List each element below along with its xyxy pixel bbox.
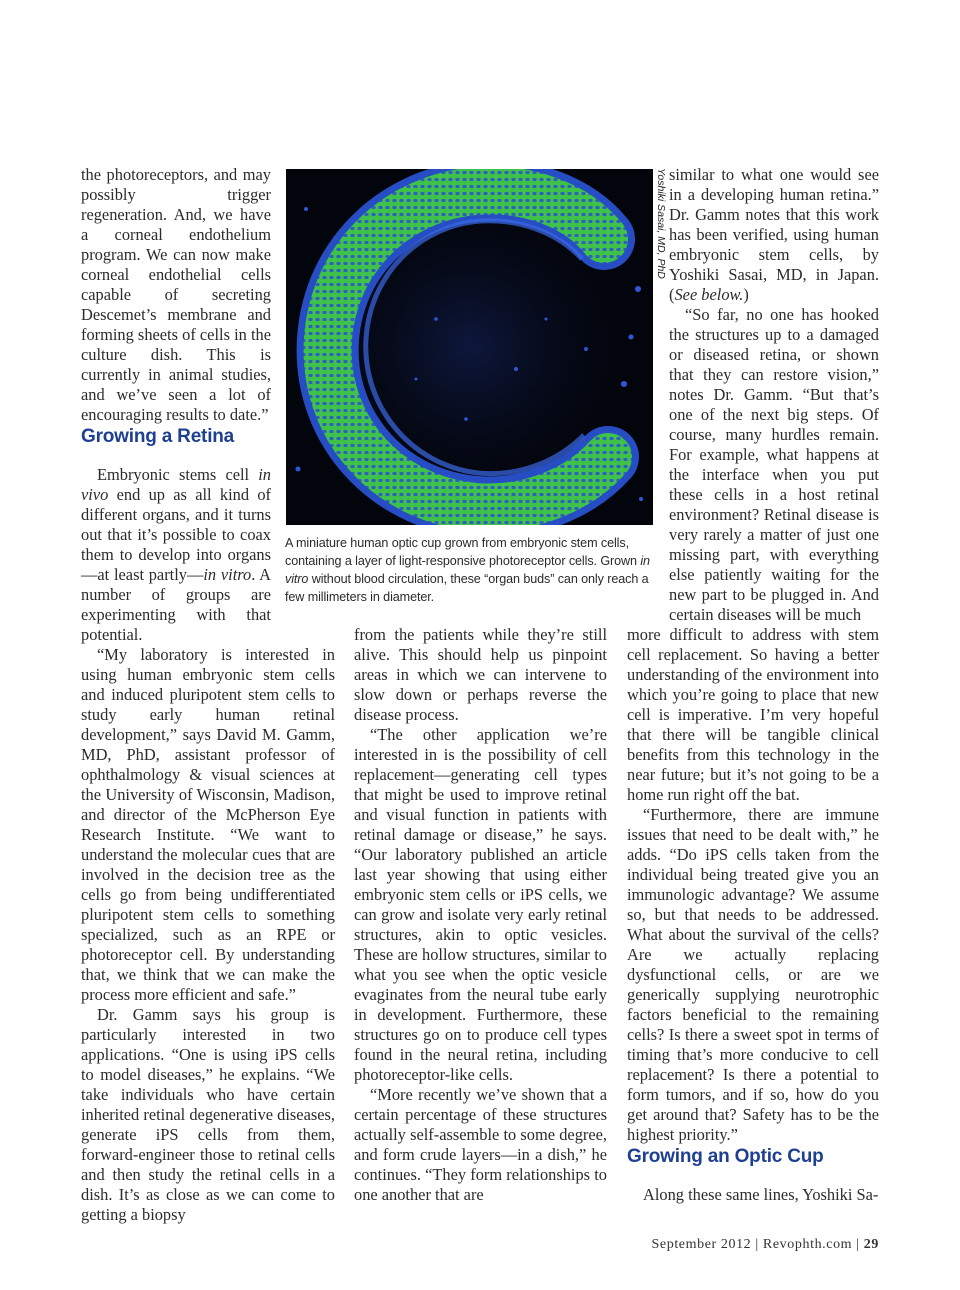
optic-cup-image (286, 169, 653, 525)
optic-cup-micrograph (286, 169, 653, 525)
column-3-end (627, 1185, 879, 1205)
heading-growing-retina: Growing a Retina (81, 426, 235, 447)
paragraph-embryonic: Embryonic stems cell in vivo end up as all kind of different organs, and it turns out that it’s possible to coax them to develop into organs—at least partly—in vitro. A number of groups are experimenting with that potential. (81, 465, 271, 644)
footer-site: Revophth.com (762, 1237, 853, 1252)
column-3-top (669, 165, 879, 625)
paragraph-so-far: “So far, no one has hooked the structures up to a damaged or diseased retina, or shown that they can restore vision,” notes Dr. Gamm. “But that’s one of the next big steps. Of course, many hurdles remain. For example, what happens at the interface when you put these cells in a host retinal environment? Retinal disease is very rarely a matter of just one missing part, with everything else patiently waiting for the new part to be plugged in. And certain diseases will be much (669, 305, 879, 624)
photo-credit: Yoshiki Sasai, MD, PhD (655, 168, 667, 279)
figure-caption: A miniature human optic cup grown from embryonic stem cells, containing a layer of light-responsive photoreceptor cells. Grown in vitro without blood circulation, these “organ buds” can only reach a few millimeters in diameter. (285, 536, 650, 604)
paragraph-continued: the photoreceptors, and may possibly trigger regeneration. And, we have a corneal endothelium program. We can now make corneal endothelial cells capable of secreting Descemet’s membrane and forming sheets of cells in the culture dish. This is currently in animal studies, and we’ve seen a lot of encouraging results to date.” (81, 165, 271, 424)
column-3-lower (627, 625, 879, 1145)
paragraph-immune: “Furthermore, there are immune issues that need to be dealt with,” he adds. “Do iPS cells taken from the individual being treated give you an immunologic advantage? We assume so, but that needs to be addressed. What about the survival of the cells? Are we actually replacing dysfunctional cells, or are we generically supplying neurotrophic factors beneficial to the remaining cells? Is there a sweet spot in terms of timing that’s more conducive to cell replacement? Is there a potential to form tumors, and if so, how do you get around that? Safety has to be the highest priority.” (627, 805, 879, 1144)
paragraph-other-application: “The other application we’re interested in is the possibility of cell replacement—generating cell types that might be used to improve retinal and visual function in patients with retinal damage or disease,” he says. “Our laboratory published an article last year showing that using either embryonic stem cells or iPS cells, we can grow and isolate very early retinal structures, akin to optic vesicles. These are hollow structures, similar to what you see when the optic vesicle evaginates from the neural tube early in development. Furthermore, these structures go on to produce cell types found in the neural retina, including photoreceptor-like cells. (354, 725, 607, 1084)
paragraph-laboratory: “My laboratory is interested in using human embryonic stem cells and induced pluripotent stem cells to study early human retinal development,” says David M. Gamm, MD, PhD, assistant professor of ophthalmology & visual sciences at the University of Wisconsin, Madison, and director of the McPherson Eye Research Institute. “We want to understand the molecular cues that are involved in the decision tree as the cells go from being undifferentiated pluripotent stem cells to something specialized, such as an RPE or photoreceptor cell. By understanding that, we think that we can make the process more efficient and safe.” (81, 645, 335, 1004)
column-1-lower (81, 645, 335, 1225)
paragraph-more-recently: “More recently we’ve shown that a certain percentage of these structures actually self-assemble to some degree, and form crude layers—in a dish,” he continues. “They form relationships to one another that are (354, 1085, 607, 1204)
paragraph-difficult: more difficult to address with stem cell replacement. So having a better understanding of the environment into which you’re going to place that new cell is imperative. I’m very hopeful that there will be tangible clinical benefits from this technology in the near future; but it’s not going to be a home run right off the bat. (627, 625, 879, 804)
footer-divider-2: | (856, 1237, 864, 1252)
page-footer (652, 1237, 879, 1253)
column-1-cont (81, 465, 271, 645)
page-number: 29 (863, 1237, 879, 1252)
column-2 (354, 625, 607, 1205)
heading-growing-optic-cup: Growing an Optic Cup (627, 1146, 824, 1167)
paragraph-patients: from the patients while they’re still alive. This should help us pinpoint areas in which we can intervene to slow down or perhaps reverse the disease process. (354, 625, 607, 724)
paragraph-along: Along these same lines, Yoshiki Sa- (643, 1185, 879, 1204)
paragraph-similar: similar to what one would see in a developing human retina.” Dr. Gamm notes that this work has been verified, using human embryonic stem cells, by Yoshiki Sasai, MD, in Japan. (See below.) (669, 165, 879, 304)
column-1 (81, 165, 271, 425)
paragraph-applications: Dr. Gamm says his group is particularly interested in two applications. “One is using iPS cells to model diseases,” he explains. “We take individuals who have certain inherited retinal degenerative diseases, generate iPS cells from them, forward-engineer those to retinal cells and then study the retinal cells in a dish. It’s as close as we can come to getting a biopsy (81, 1005, 335, 1224)
footer-date: September 2012 (651, 1237, 752, 1252)
footer-divider: | (755, 1237, 763, 1252)
